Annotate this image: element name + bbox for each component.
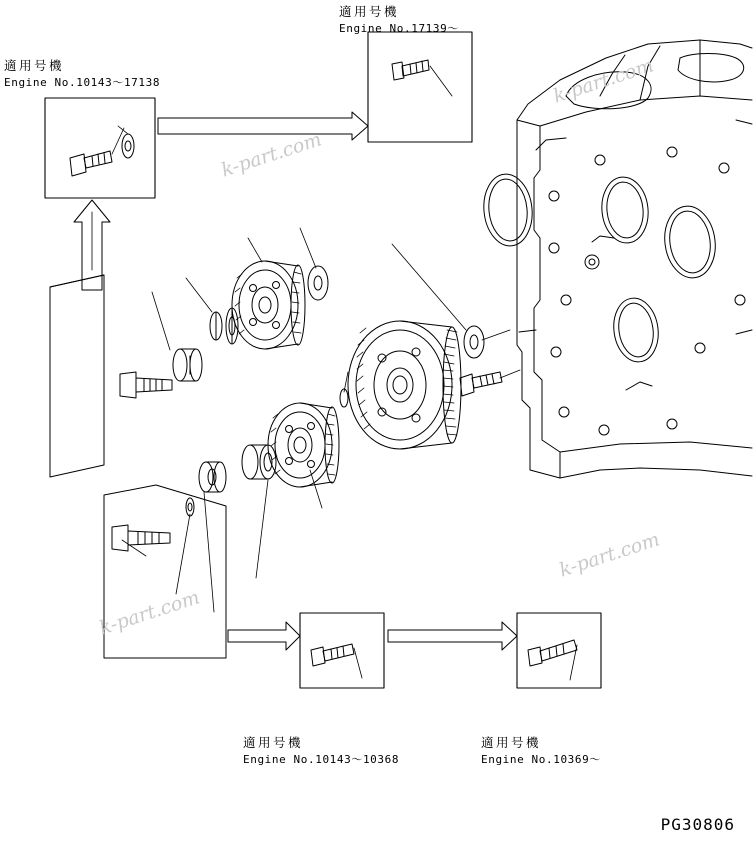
label-top-center-jp: 適用号機: [339, 4, 400, 19]
large-timing-gear: [348, 321, 461, 449]
label-bottom-right: [481, 733, 601, 767]
mounting-plate-upper: [50, 275, 104, 477]
watermark: k-part.com: [218, 128, 325, 182]
label-top-center-en: Engine No.17139〜: [339, 22, 459, 35]
callout-bolt-top-left: [70, 126, 134, 176]
watermark: k-part.com: [550, 54, 657, 108]
engine-block-outline: [480, 40, 752, 478]
lower-idler-gear: [268, 403, 339, 487]
label-bottom-right-jp: 適用号機: [481, 735, 542, 750]
label-bottom-left-jp: 適用号機: [243, 735, 304, 750]
bolt-upper-left-main: [120, 372, 172, 398]
label-bottom-left-en: Engine No.10143〜10368: [243, 753, 400, 766]
callout-bolt-bottom-right: [528, 640, 577, 680]
diagram-part-number: PG30806: [660, 815, 735, 834]
callout-box-frames: [45, 32, 601, 688]
watermark: k-part.com: [556, 528, 663, 582]
bolt-right-of-large-gear: [460, 372, 502, 396]
callout-bolt-bottom-left: [311, 644, 362, 678]
upper-idler-gear: [232, 261, 305, 349]
label-top-left: [4, 56, 160, 90]
bolt-lower-left-main: [112, 525, 170, 551]
label-top-left-en: Engine No.10143〜17138: [4, 76, 161, 89]
flow-arrows: [74, 112, 517, 650]
label-top-left-jp: 適用号機: [4, 58, 65, 73]
callout-bolt-top-center: [392, 60, 452, 96]
label-top-center: [339, 2, 459, 36]
watermark: k-part.com: [96, 586, 203, 640]
leader-lines: [92, 212, 520, 612]
label-bottom-right-en: Engine No.10369〜: [481, 753, 601, 766]
label-bottom-left: [243, 733, 399, 767]
